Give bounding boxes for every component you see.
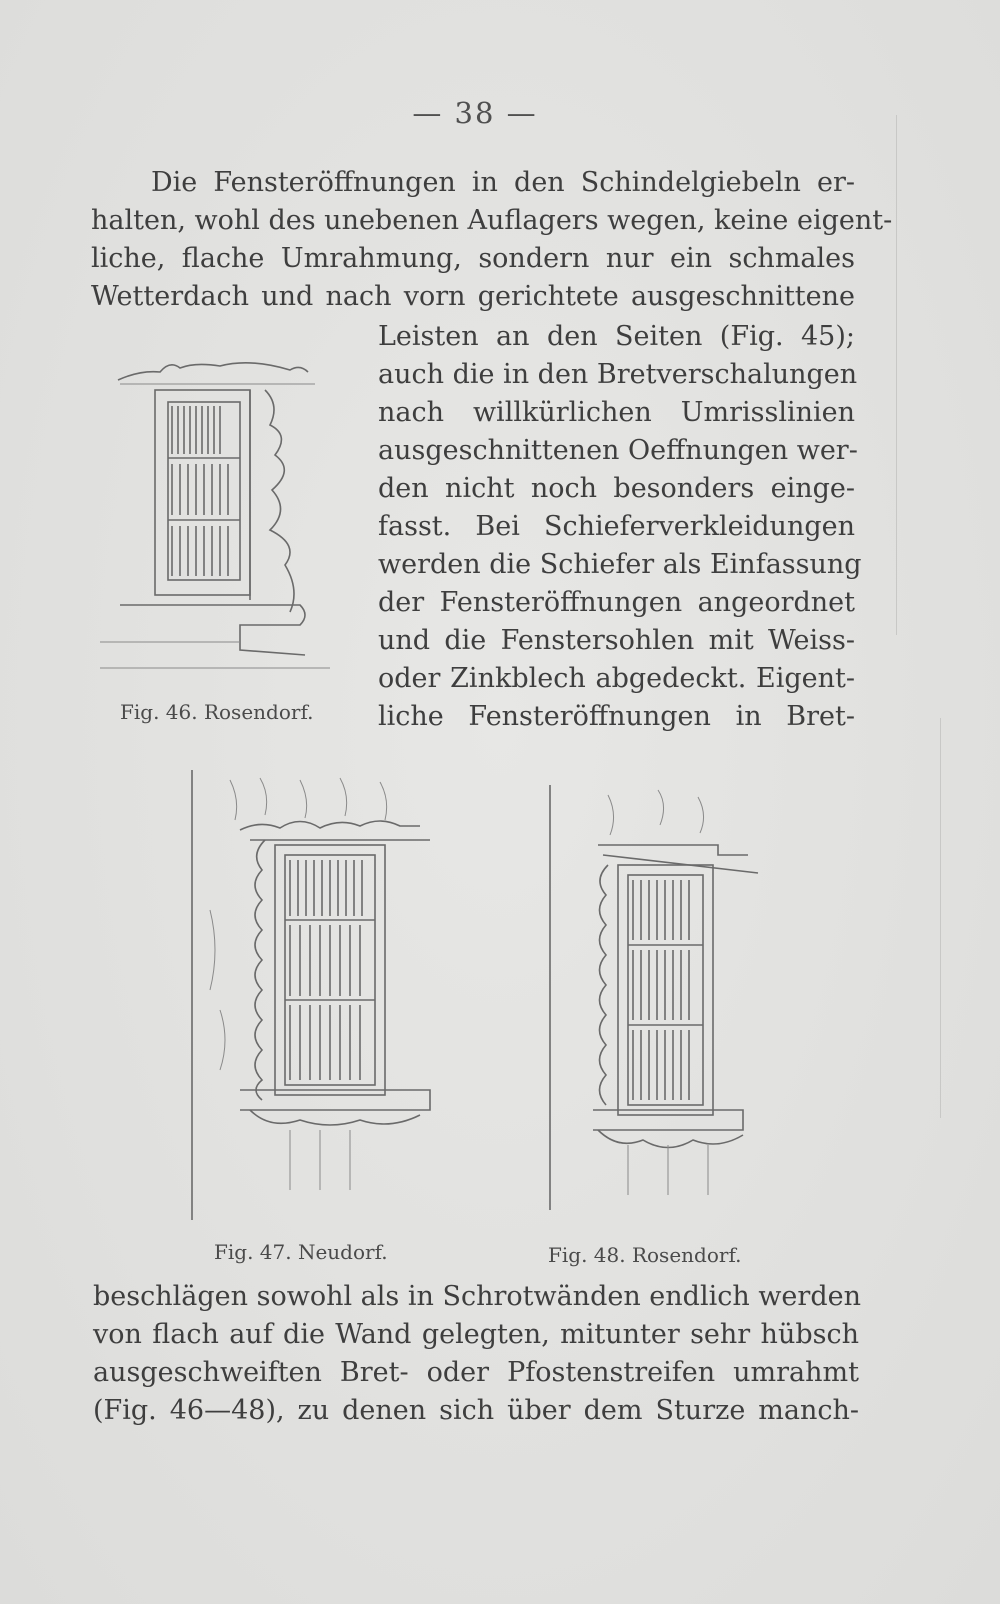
text-line: und die Fenstersohlen mit Weiss- [378, 625, 855, 656]
text-line: auch die in den Bretverschalungen [378, 359, 858, 390]
figure-47-caption: Fig. 47. Neudorf. [214, 1240, 388, 1264]
text-line: ausgeschweiften Bret- oder Pfostenstreifen umrahmt [93, 1357, 859, 1388]
figure-47-illustration [190, 770, 450, 1230]
text-line: fasst. Bei Schieferverkleidungen [378, 511, 855, 542]
right-margin-line [896, 115, 897, 635]
text-line: liche, flache Umrahmung, sondern nur ein schmales [91, 243, 855, 274]
text-line: liche Fensteröffnungen in Bret- [378, 701, 855, 732]
text-line: beschlägen sowohl als in Schrotwänden endlich werden [93, 1281, 861, 1312]
figure-48-illustration [548, 785, 768, 1225]
text-line: Die Fensteröffnungen in den Schindelgiebeln er- [151, 167, 855, 198]
text-line: ausgeschnittenen Oeffnungen wer- [378, 435, 858, 466]
figure-46-illustration [100, 350, 360, 680]
right-margin-line-lower [940, 718, 941, 1118]
text-line: oder Zinkblech abgedeckt. Eigent- [378, 663, 855, 694]
text-line: Wetterdach und nach vorn gerichtete ausgeschnittene [91, 281, 855, 312]
text-line: nach willkürlichen Umrisslinien [378, 397, 855, 428]
figure-46-caption: Fig. 46. Rosendorf. [120, 700, 314, 724]
page-number: — 38 — [412, 96, 538, 130]
text-line: halten, wohl des unebenen Auflagers wegen, keine eigent- [91, 205, 893, 236]
text-line: werden die Schiefer als Einfassung [378, 549, 862, 580]
text-line: der Fensteröffnungen angeordnet [378, 587, 855, 618]
text-line: (Fig. 46—48), zu denen sich über dem Sturze manch- [93, 1395, 859, 1426]
text-line: von flach auf die Wand gelegten, mitunter sehr hübsch [93, 1319, 859, 1350]
figure-48-caption: Fig. 48. Rosendorf. [548, 1243, 742, 1267]
text-line: Leisten an den Seiten (Fig. 45); [378, 321, 855, 352]
text-line: den nicht noch besonders einge- [378, 473, 855, 504]
